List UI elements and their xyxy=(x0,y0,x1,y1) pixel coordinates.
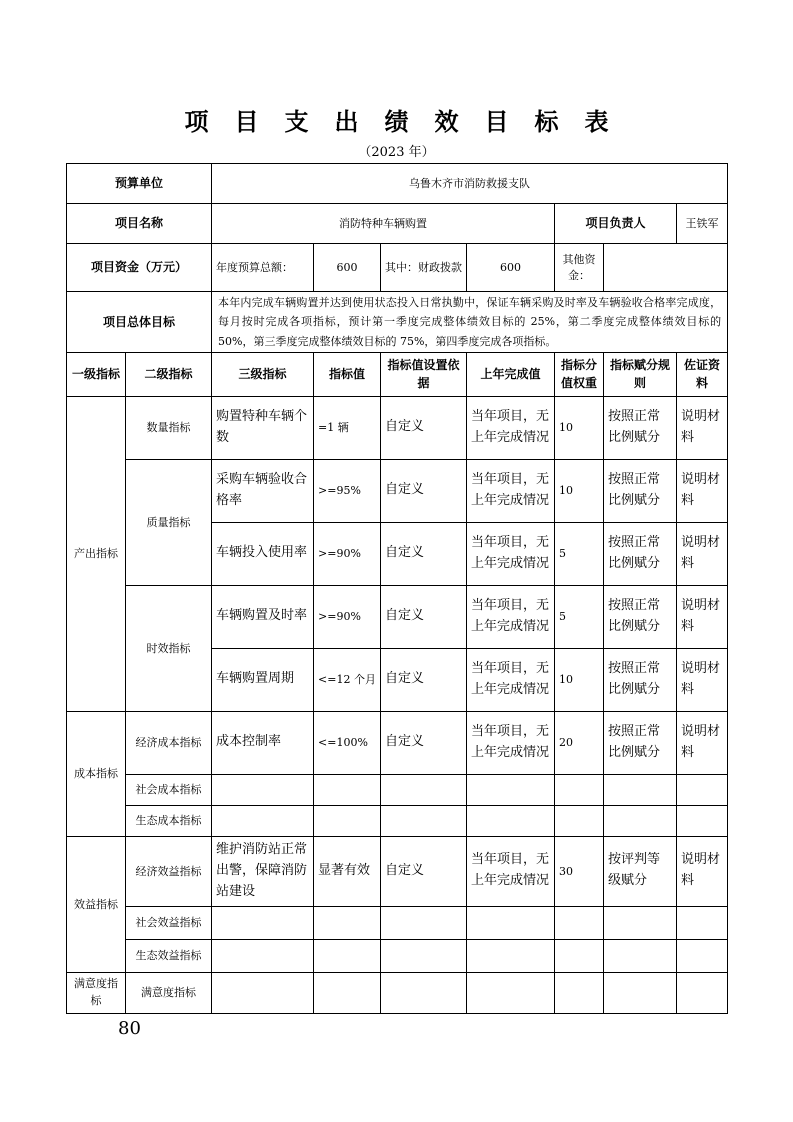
subgroup-quantity: 数量指标 xyxy=(126,396,212,459)
indicator-rule: 按照正常比例赋分 xyxy=(604,648,677,711)
table-row xyxy=(67,836,728,906)
indicator-last-year: 当年项目，无上年完成情况 xyxy=(467,585,555,648)
table-row xyxy=(67,972,728,1013)
table-row xyxy=(67,906,728,939)
page-number: 80 xyxy=(118,1018,141,1039)
header-weight: 指标分值权重 xyxy=(555,352,604,396)
indicator-last-year: 当年项目，无上年完成情况 xyxy=(467,648,555,711)
subgroup-econ-cost: 经济成本指标 xyxy=(126,711,212,774)
header-value: 指标值 xyxy=(314,352,381,396)
indicator-evidence: 说明材料 xyxy=(677,648,728,711)
subgroup-eco-benefit: 生态效益指标 xyxy=(126,939,212,972)
indicator-weight: 20 xyxy=(555,711,604,774)
header-basis: 指标值设置依据 xyxy=(381,352,467,396)
header-evidence: 佐证资料 xyxy=(677,352,728,396)
indicator-value: >=95% xyxy=(314,459,381,522)
indicator-weight: 10 xyxy=(555,396,604,459)
header-level3: 三级指标 xyxy=(212,352,314,396)
table-row xyxy=(67,459,728,522)
project-name-value: 消防特种车辆购置 xyxy=(212,204,555,244)
other-funds-label: 其他资金： xyxy=(555,244,604,292)
indicator-name: 车辆投入使用率 xyxy=(212,522,314,585)
indicator-value: <=100% xyxy=(314,711,381,774)
subgroup-timeliness: 时效指标 xyxy=(126,585,212,711)
project-name-row xyxy=(67,204,728,244)
budget-unit-row xyxy=(67,164,728,204)
indicator-name: 车辆购置及时率 xyxy=(212,585,314,648)
annual-budget-label: 年度预算总额： xyxy=(212,244,314,292)
project-leader-value: 王铁军 xyxy=(677,204,728,244)
project-goal-label: 项目总体目标 xyxy=(67,292,212,353)
header-level1: 一级指标 xyxy=(67,352,126,396)
indicator-value: >=90% xyxy=(314,585,381,648)
indicator-weight: 5 xyxy=(555,522,604,585)
indicator-last-year: 当年项目，无上年完成情况 xyxy=(467,836,555,906)
indicator-name: 车辆购置周期 xyxy=(212,648,314,711)
indicator-name: 购置特种车辆个数 xyxy=(212,396,314,459)
budget-unit-value: 乌鲁木齐市消防救援支队 xyxy=(212,164,728,204)
indicator-value: >=90% xyxy=(314,522,381,585)
indicator-last-year: 当年项目，无上年完成情况 xyxy=(467,459,555,522)
indicator-evidence: 说明材料 xyxy=(677,396,728,459)
indicator-evidence: 说明材料 xyxy=(677,459,728,522)
other-funds-value xyxy=(604,244,728,292)
indicator-basis: 自定义 xyxy=(381,585,467,648)
indicator-rule: 按照正常比例赋分 xyxy=(604,459,677,522)
indicator-last-year: 当年项目，无上年完成情况 xyxy=(467,522,555,585)
table-row xyxy=(67,774,728,805)
header-level2: 二级指标 xyxy=(126,352,212,396)
performance-target-table xyxy=(66,163,728,1014)
indicator-evidence: 说明材料 xyxy=(677,836,728,906)
indicator-last-year: 当年项目，无上年完成情况 xyxy=(467,396,555,459)
indicator-evidence: 说明材料 xyxy=(677,585,728,648)
indicator-basis: 自定义 xyxy=(381,711,467,774)
subgroup-eco-cost: 生态成本指标 xyxy=(126,805,212,836)
indicator-name: 成本控制率 xyxy=(212,711,314,774)
header-last-year: 上年完成值 xyxy=(467,352,555,396)
table-row xyxy=(67,396,728,459)
indicator-value: 显著有效 xyxy=(314,836,381,906)
indicator-basis: 自定义 xyxy=(381,648,467,711)
subgroup-social-benefit: 社会效益指标 xyxy=(126,906,212,939)
project-funds-label: 项目资金（万元） xyxy=(67,244,212,292)
table-row xyxy=(67,805,728,836)
indicator-basis: 自定义 xyxy=(381,836,467,906)
indicator-basis: 自定义 xyxy=(381,396,467,459)
indicator-last-year: 当年项目，无上年完成情况 xyxy=(467,711,555,774)
indicator-rule: 按照正常比例赋分 xyxy=(604,711,677,774)
indicator-rule: 按照正常比例赋分 xyxy=(604,396,677,459)
annual-budget-value: 600 xyxy=(314,244,381,292)
group-satisfaction: 满意度指标 xyxy=(67,972,126,1013)
indicator-basis: 自定义 xyxy=(381,459,467,522)
indicator-evidence: 说明材料 xyxy=(677,522,728,585)
project-name-label: 项目名称 xyxy=(67,204,212,244)
table-row xyxy=(67,711,728,774)
subgroup-quality: 质量指标 xyxy=(126,459,212,585)
project-goal-row xyxy=(67,292,728,353)
year-label: （2023 年） xyxy=(358,145,435,160)
indicator-header-row xyxy=(67,352,728,396)
indicator-name: 维护消防站正常出警，保障消防站建设 xyxy=(212,836,314,906)
table-row xyxy=(67,585,728,648)
indicator-rule: 按照正常比例赋分 xyxy=(604,522,677,585)
project-funds-row xyxy=(67,244,728,292)
indicator-weight: 30 xyxy=(555,836,604,906)
fiscal-funds-label: 其中：财政拨款 xyxy=(381,244,467,292)
project-leader-label: 项目负责人 xyxy=(555,204,677,244)
subgroup-social-cost: 社会成本指标 xyxy=(126,774,212,805)
group-output: 产出指标 xyxy=(67,396,126,711)
group-benefit: 效益指标 xyxy=(67,836,126,972)
indicator-evidence: 说明材料 xyxy=(677,711,728,774)
indicator-rule: 按照正常比例赋分 xyxy=(604,585,677,648)
table-row xyxy=(67,939,728,972)
indicator-weight: 5 xyxy=(555,585,604,648)
subgroup-satisfaction: 满意度指标 xyxy=(126,972,212,1013)
header-rule: 指标赋分规则 xyxy=(604,352,677,396)
indicator-name: 采购车辆验收合格率 xyxy=(212,459,314,522)
indicator-weight: 10 xyxy=(555,459,604,522)
subgroup-econ-benefit: 经济效益指标 xyxy=(126,836,212,906)
indicator-basis: 自定义 xyxy=(381,522,467,585)
fiscal-funds-value: 600 xyxy=(467,244,555,292)
project-goal-text: 本年内完成车辆购置并达到使用状态投入日常执勤中，保证车辆采购及时率及车辆验收合格率完成度，每月按时完成各项指标，预计第一季度完成整体绩效目标的 25%，第二季度完成整体绩效目标的 50%，第三季度完成整体绩效目标的 75%，第四季度完成各项指标。 xyxy=(212,292,728,353)
indicator-weight: 10 xyxy=(555,648,604,711)
indicator-value: =1 辆 xyxy=(314,396,381,459)
page-title: 项目支出绩效目标表 xyxy=(184,108,635,136)
indicator-rule: 按评判等级赋分 xyxy=(604,836,677,906)
budget-unit-label: 预算单位 xyxy=(67,164,212,204)
indicator-value: <=12 个月 xyxy=(314,648,381,711)
group-cost: 成本指标 xyxy=(67,711,126,836)
